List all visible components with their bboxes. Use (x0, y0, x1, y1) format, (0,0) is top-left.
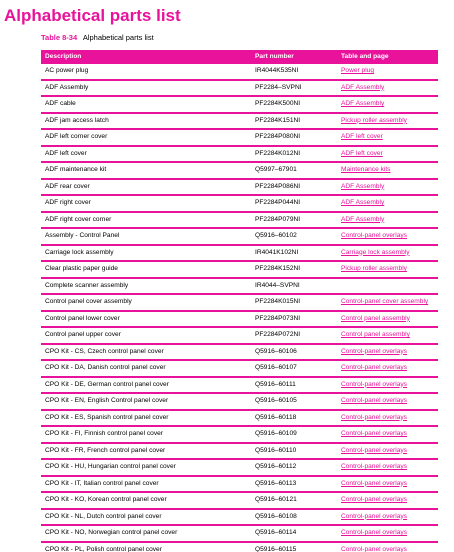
part-description: CPO Kit - FI, Finnish control panel cover (45, 430, 163, 437)
table-page-link[interactable]: Control-panel overlays (341, 364, 407, 371)
table-page-link[interactable]: Control panel assembly (341, 314, 410, 322)
column-header-description: Description (45, 53, 82, 60)
table-body (41, 64, 438, 552)
table-page-link[interactable]: Control-panel overlays (341, 545, 407, 552)
table-row (41, 245, 438, 262)
part-number: Q5916–60112 (255, 463, 297, 470)
part-number: Q5997–67901 (255, 166, 297, 173)
table-page-link[interactable]: ADF left cover (341, 133, 383, 140)
table-page-link[interactable]: ADF Assembly (341, 100, 385, 107)
table-row (41, 129, 438, 146)
table-page-link[interactable]: Control-panel overlays (341, 380, 407, 388)
part-description: Control panel cover assembly (45, 298, 132, 305)
table-page-link[interactable]: Pickup roller assembly (341, 265, 407, 272)
part-number: PF2284K500NI (255, 100, 301, 107)
table-row (41, 195, 438, 212)
part-number: Q5916–60121 (255, 496, 297, 503)
part-number: Q5916–60109 (255, 430, 297, 437)
table-page-link[interactable]: Control-panel overlays (341, 430, 407, 437)
part-description: CPO Kit - DE, German control panel cover (45, 380, 169, 388)
table-row (41, 327, 438, 344)
table-page-link[interactable]: Control-panel overlays (341, 232, 407, 239)
table-page-link[interactable]: Control-panel overlays (341, 446, 407, 454)
table-page-link[interactable]: Maintenance kits (341, 166, 391, 173)
part-number: PF2284K012NI (255, 149, 301, 157)
part-description: CPO Kit - NO, Norwegian control panel cover (45, 529, 178, 536)
table-row (41, 311, 438, 328)
part-description: ADF left corner cover (45, 133, 108, 140)
part-number: Q5916–60108 (255, 512, 297, 520)
table-row (41, 64, 438, 80)
table-row (41, 294, 438, 311)
part-description: ADF right cover (45, 199, 91, 206)
page-title: Alphabetical parts list (4, 6, 181, 25)
table-page-link[interactable]: Carriage lock assembly (341, 248, 410, 256)
part-number: Q5916–60102 (255, 232, 297, 239)
table-page-link[interactable]: Control-panel overlays (341, 529, 407, 536)
column-header-part-number: Part number (255, 53, 294, 60)
part-description: Complete scanner assembly (45, 281, 129, 289)
part-number: PF2284K015NI (255, 298, 301, 305)
table-page-link[interactable]: Control panel assembly (341, 331, 410, 338)
part-description: ADF Assembly (45, 83, 89, 91)
part-number: Q5916–60106 (255, 347, 297, 355)
part-number: PF2284P086NI (255, 182, 301, 190)
part-number: PF2284K152NI (255, 265, 301, 272)
table-page-link[interactable]: Pickup roller assembly (341, 116, 407, 124)
table-row (41, 377, 438, 394)
part-number: IR4044K535NI (255, 67, 299, 74)
column-header-table-and-page: Table and page (341, 53, 389, 60)
part-description: ADF left cover (45, 149, 87, 157)
part-description: CPO Kit - CS, Czech control panel cover (45, 347, 164, 355)
part-number: Q5916–60111 (255, 380, 296, 388)
part-description: CPO Kit - NL, Dutch control panel cover (45, 512, 162, 520)
part-description: CPO Kit - PL, Polish control panel cover (45, 545, 162, 552)
part-description: CPO Kit - ES, Spanish control panel cover (45, 413, 169, 421)
part-description: Control panel upper cover (45, 331, 121, 338)
table-row (41, 344, 438, 361)
table-page-link[interactable]: Control-panel overlays (341, 463, 407, 470)
table-page-link (337, 278, 438, 295)
table-row (41, 410, 438, 427)
table-row (41, 261, 438, 278)
part-description: AC power plug (45, 67, 89, 74)
part-description: ADF right cover corner (45, 215, 112, 223)
table-row (41, 179, 438, 196)
table-row (41, 113, 438, 130)
part-number: Q5916–60105 (255, 397, 297, 404)
table-row (41, 476, 438, 493)
table-row (41, 360, 438, 377)
part-number: IR4044–SVPNI (255, 281, 300, 289)
table-row (41, 542, 438, 552)
table-page-link[interactable]: Control-panel overlays (341, 479, 407, 487)
table-page-link[interactable]: ADF Assembly (341, 182, 385, 190)
table-page-link[interactable]: ADF Assembly (341, 83, 385, 91)
table-caption (41, 33, 154, 42)
table-row (41, 426, 438, 443)
part-description: CPO Kit - IT, Italian control panel cover (45, 479, 159, 487)
part-description: CPO Kit - DA, Danish control panel cover (45, 364, 166, 371)
part-description: CPO Kit - KO, Korean control panel cover (45, 496, 167, 503)
table-page-link[interactable]: ADF Assembly (341, 199, 385, 206)
part-number: Q5916–60110 (255, 446, 297, 454)
table-page-link[interactable]: ADF left cover (341, 149, 383, 157)
table-page-link[interactable]: Control-panel overlays (341, 413, 407, 421)
table-row (41, 228, 438, 245)
table-row (41, 80, 438, 97)
table-page-link[interactable]: Control-panel overlays (341, 496, 407, 503)
part-description: CPO Kit - HU, Hungarian control panel cover (45, 463, 176, 470)
part-description: CPO Kit - EN, English Control panel cover (45, 397, 169, 404)
table-row (41, 212, 438, 229)
part-description: Carriage lock assembly (45, 248, 114, 256)
part-number: PF2284–SVPNI (255, 83, 302, 91)
table-row (41, 525, 438, 542)
part-number: PF2284P080NI (255, 133, 301, 140)
table-row (41, 492, 438, 509)
part-number: Q5916–60113 (255, 479, 297, 487)
table-page-link[interactable]: Control-panel overlays (341, 512, 407, 520)
part-description: ADF maintenance kit (45, 166, 107, 173)
part-number: Q5916–60107 (255, 364, 297, 371)
table-row (41, 162, 438, 179)
parts-table (41, 50, 438, 552)
part-description: ADF cable (45, 100, 76, 107)
table-page-link[interactable]: ADF Assembly (341, 215, 385, 223)
table-header-row (41, 50, 438, 64)
table-row (41, 278, 438, 295)
part-description: ADF rear cover (45, 182, 90, 190)
table-row (41, 459, 438, 476)
part-number: PF2284P073NI (255, 314, 301, 322)
part-description: Assembly - Control Panel (45, 232, 120, 239)
part-number: PF2284P044NI (255, 199, 301, 206)
table-page-link[interactable]: Power plug (341, 67, 374, 74)
table-page-link[interactable]: Control-panel cover assembly (341, 298, 429, 305)
table-row (41, 443, 438, 460)
part-description: CPO Kit - FR, French control panel cover (45, 446, 166, 454)
table-page-link[interactable]: Control-panel overlays (341, 397, 407, 404)
part-number: Q5916–60118 (255, 413, 297, 421)
table-row (41, 393, 438, 410)
part-number: Q5916–60115 (255, 545, 297, 552)
part-number: PF2284P079NI (255, 215, 301, 223)
table-caption-text: Alphabetical parts list (82, 33, 154, 42)
part-description: Clear plastic paper guide (45, 265, 118, 272)
table-row (41, 96, 438, 113)
part-number: Q5916–60114 (255, 529, 297, 536)
part-description: Control panel lower cover (45, 314, 120, 322)
part-number: PF2284K151NI (255, 116, 301, 124)
part-number: IR4041K102NI (255, 248, 299, 256)
table-page-link[interactable]: Control-panel overlays (341, 347, 407, 355)
part-description: ADF jam access latch (45, 116, 109, 124)
table-row (41, 146, 438, 163)
part-number: PF2284P072NI (255, 331, 301, 338)
table-row (41, 509, 438, 526)
table-caption-label: Table 8-34 (41, 33, 78, 42)
